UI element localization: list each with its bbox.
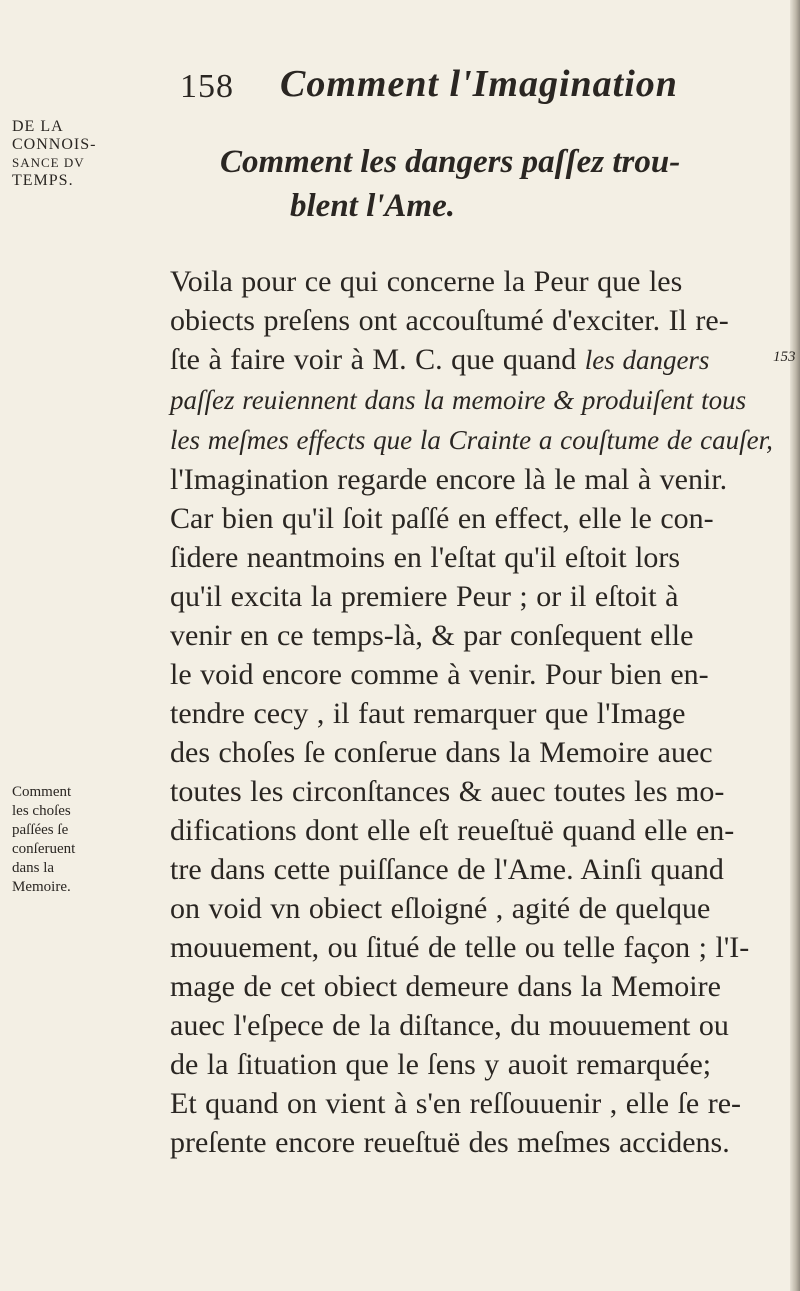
text-segment: difications dont elle eſt reueſtuë quand elle en- (170, 814, 735, 847)
text-segment: de la ſituation que le ſens y auoit remarquée; (170, 1048, 712, 1081)
body-line (170, 733, 770, 772)
body-line (170, 420, 773, 460)
sidenote-left-line: Comment (12, 784, 72, 800)
body-line (170, 460, 770, 499)
chapter-title-line-2: blent l'Ame. (290, 188, 455, 224)
body-line (170, 889, 770, 928)
italic-text: les dangers (584, 345, 710, 375)
text-segment: ſidere neantmoins en l'eſtat qu'il eſtoit lors (170, 541, 681, 574)
body-line (170, 655, 770, 694)
text-segment: auec l'eſpece de la diſtance, du mouuement ou (170, 1009, 729, 1042)
body-line (170, 850, 770, 889)
text-segment: obiects preſens ont accouſtumé d'exciter. Il re- (170, 304, 729, 337)
body-line (170, 694, 770, 733)
text-segment: Et quand on vient à s'en reſſouuenir , elle ſe re- (170, 1087, 742, 1120)
text-segment: preſente encore reueſtuë des meſmes accidens. (170, 1126, 730, 1159)
text-segment: mouuement, ou ſitué de telle ou telle façon ; l'I- (170, 931, 750, 964)
text-segment: qu'il excita la premiere Peur ; or il eſtoit à (170, 580, 679, 613)
body-line (170, 1123, 770, 1162)
body-line (170, 499, 770, 538)
text-segment: l'Imagination regarde encore là le mal à venir. (170, 463, 728, 496)
body-line (170, 577, 770, 616)
text-segment: tre dans cette puiſſance de l'Ame. Ainſi quand (170, 853, 724, 886)
text-segment: mage de cet obiect demeure dans la Memoire (170, 970, 721, 1003)
italic-text: les meſmes effects que la Crainte a couſtume de cauſer, (170, 425, 773, 455)
sidenote-left-line: paſſées ſe (12, 822, 69, 838)
body-line (170, 967, 770, 1006)
sidenote-left-line: Memoire. (12, 879, 71, 895)
sidenote-left-line: conſeruent (12, 841, 76, 857)
sidenote-top-line: TEMPS. (12, 172, 74, 189)
body-line (170, 1045, 770, 1084)
body-line (170, 262, 770, 301)
sidenote-top-line: DE LA (12, 118, 64, 135)
body-line (170, 380, 770, 420)
body-line (170, 772, 770, 811)
italic-text: paſſez reuiennent dans la memoire & produiſent tous (170, 385, 747, 415)
text-segment: Car bien qu'il ſoit paſſé en effect, elle le con- (170, 502, 714, 535)
text-segment: le void encore comme à venir. Pour bien en- (170, 658, 709, 691)
body-line (170, 1006, 770, 1045)
text-segment: venir en ce temps-là, & par conſequent elle (170, 619, 694, 652)
body-text (170, 262, 773, 1162)
text-segment: toutes les circonſtances & auec toutes les mo- (170, 775, 725, 808)
body-line (170, 811, 770, 850)
sidenote-left (12, 783, 132, 897)
text-segment: Voila pour ce qui concerne la Peur que les (170, 265, 683, 298)
sidenote-top-line: CONNOIS- (12, 136, 97, 153)
text-segment: ſte à faire voir à M. C. que quand (170, 343, 585, 376)
page-number: 158 (180, 68, 234, 105)
sidenote-left-line: dans la (12, 860, 55, 876)
body-line (170, 301, 770, 340)
body-line (170, 340, 770, 380)
body-line (170, 928, 770, 967)
chapter-title (220, 140, 780, 228)
running-head: Comment l'Imagination (280, 63, 678, 105)
chapter-title-line-1: Comment les dangers paſſez trou- (220, 144, 681, 180)
text-segment: tendre cecy , il faut remarquer que l'Image (170, 697, 686, 730)
page-edge (790, 0, 800, 1291)
body-line (170, 1084, 770, 1123)
sidenote-left-line: les choſes (12, 803, 71, 819)
sidenote-top-line: SANCE DV (12, 155, 85, 170)
body-line (170, 538, 770, 577)
text-segment: des choſes ſe conſerue dans la Memoire auec (170, 736, 713, 769)
margin-reference: 153 (773, 349, 796, 365)
body-line (170, 616, 770, 655)
text-segment: on void vn obiect eſloigné , agité de quelque (170, 892, 711, 925)
sidenote-top (12, 118, 132, 190)
